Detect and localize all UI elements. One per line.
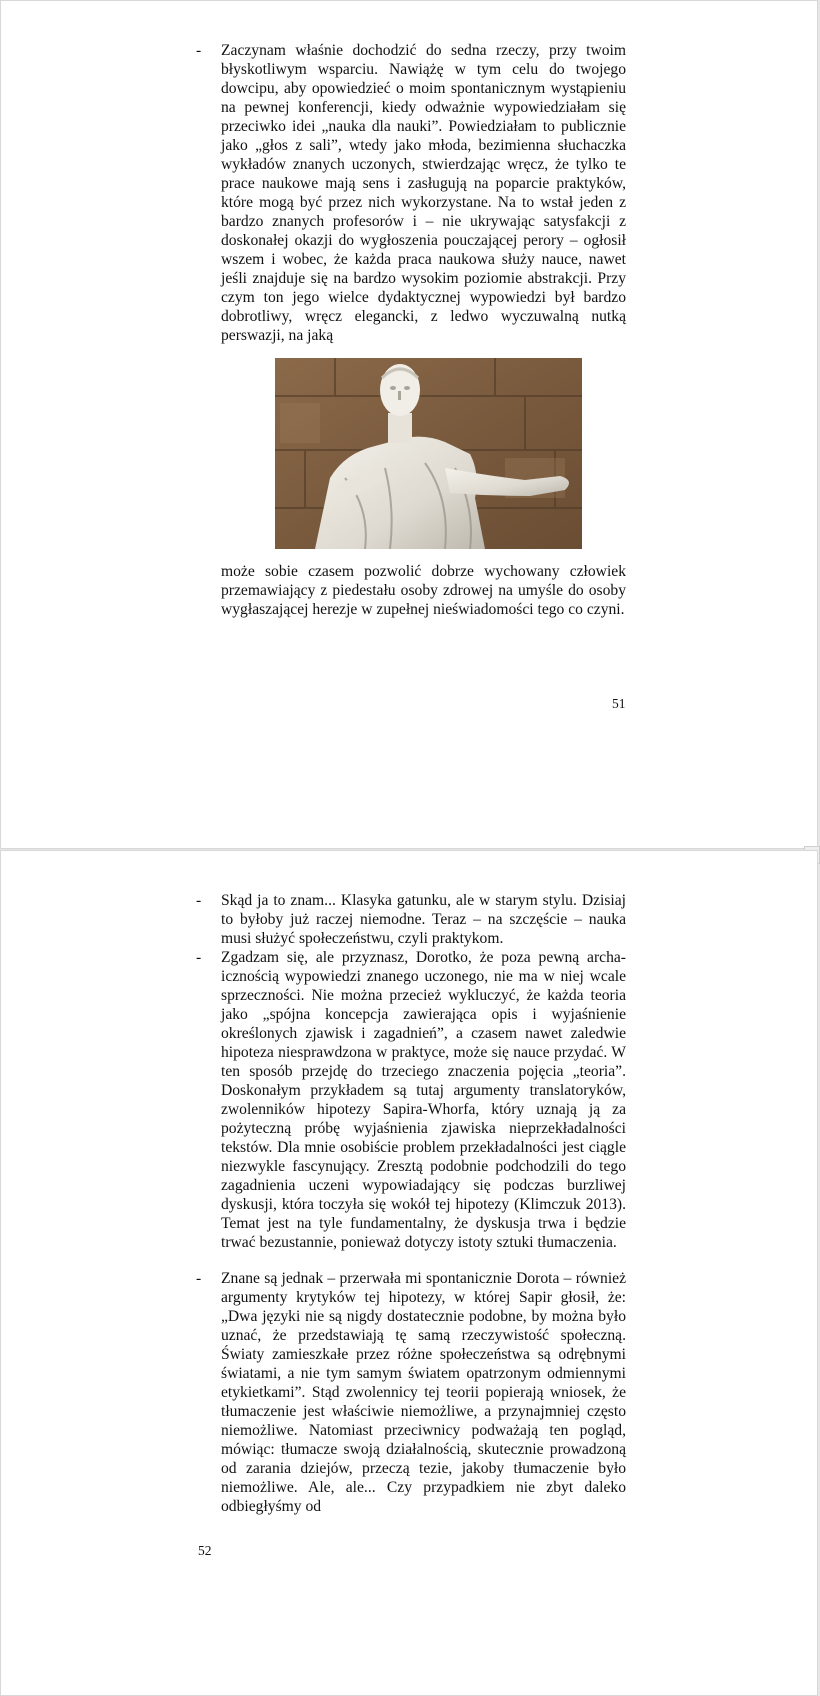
paragraph-dialogue-1-continuation: może sobie czasem pozwolić dobrze wychowany człowiek przemawiający z piedestału osoby zdrowej na umyśle do osoby wygłaszającej herezje w zupełnej nieświadomości tego co czyni. bbox=[221, 563, 626, 618]
dialogue-dash: - bbox=[196, 1270, 202, 1287]
paragraph-dialogue-4: Znane są jednak – przerwała mi spontanicznie Dorota – również argumenty krytyków tej hipotezy, w której Sapir głosił, że: „Dwa języki nie są nigdy dostatecznie podobne, by można było uznać, że przedstawiają tę samą rzeczywistość społeczną. Światy zamieszkałe przez różne społeczeństwa są odrębnymi światami, a nie tym samym światem opatrzonym odmiennymi etykietkami”. Stąd zwolennicy tej teorii popierają wniosek, że tłumaczenie jest właściwie niemożliwe, a przynajmniej często niemożliwe. Natomiast przeciwnicy podważają ten pogląd, mówiąc: tłumacze swoją działalnością, skutecznie prowadzoną od zarania dziejów, przeczą tezie, jakoby tłumaczenie było niemożliwe. Ale, ale... Czy przypadkiem nie zbyt daleko odbiegłyśmy od bbox=[221, 1270, 626, 1515]
paragraph-dialogue-2: Skąd ja to znam... Klasyka gatunku, ale w starym stylu. Dzisiaj to byłoby już raczej niemodne. Teraz – na szczęście – nauka musi służyć społeczeństwu, czyli praktykom. bbox=[221, 892, 626, 947]
document-page-52 bbox=[0, 850, 818, 1696]
dialogue-dash: - bbox=[196, 892, 202, 909]
page-number: 52 bbox=[198, 1543, 212, 1558]
dialogue-dash: - bbox=[196, 42, 202, 59]
dialogue-dash: - bbox=[196, 949, 202, 966]
paragraph-dialogue-1: Zaczynam właśnie dochodzić do sedna rzeczy, przy twoim błyskotliwym wsparciu. Nawiążę w tym celu do twojego dowcipu, aby opowiedzieć o moim spontanicznym wystąpieniu na pewnej konferencji, kiedy odważnie wypowiedziałam się przeciwko idei „nauka dla nauki”. Powiedziałam to publicznie jako „głos z sali”, wtedy jako młoda, bezimienna słuchaczka wykładów znanych uczonych, stwierdzając wręcz, że tylko te prace naukowe mają sens i zasługują na poparcie praktyków, które mogą być przez nich wykorzystane. Na to wstał jeden z bardzo znanych profesorów i – nie ukrywając satysfakcji z doskonałej okazji do wygłoszenia pouczającej perory – ogłosił wszem i wobec, że każda praca naukowa służy nauce, nawet jeśli znajduje się na bardzo wysokim poziomie abstrakcji. Przy czym ton jego wielce dydaktycznej wypowiedzi był bardzo dobrotliwy, wręcz elegancki, z ledwo wyczuwalną nutką perswazji, na jaką bbox=[221, 42, 626, 344]
document-page-51 bbox=[0, 0, 818, 849]
paragraph-dialogue-3: Zgadzam się, ale przyznasz, Dorotko, że poza pewną archaicznością wypowiedzi znanego uczonego, nie ma w niej wcale sprzeczności. Nie można przecież wykluczyć, że każda teoria jako „spójna koncepcja zawierająca opis i wyjaśnienie określonych zjawisk i zagadnień”, a czasem nawet zaledwie hipoteza niesprawdzona w praktyce, może się nauce przydać. W ten sposób przejdę do trzeciego znaczenia pojęcia „teoria”. Doskonałym przykładem są tutaj argumenty translatoryków, zwolenników hipotezy Sapira-Whorfa, który uznają ją za pożyteczną próbę wyjaśnienia zjawiska nieprzekładalności tekstów. Dla mnie osobiście problem przekładalności jest ciągle niezwykle fascynujący. Zresztą podobnie podchodzili do tego zagadnienia uczeni wypowiadający się podczas burzliwej dyskusji, która toczyła się wokół tej hipotezy (Klimczuk 2013). Temat jest na tyle fundamentalny, że dyskusja trwa i będzie trwać bezustannie, ponieważ dotyczy istoty sztuki tłumaczenia. bbox=[221, 949, 626, 1251]
cicero-statue-photo bbox=[275, 358, 582, 549]
page-number: 51 bbox=[612, 696, 626, 711]
